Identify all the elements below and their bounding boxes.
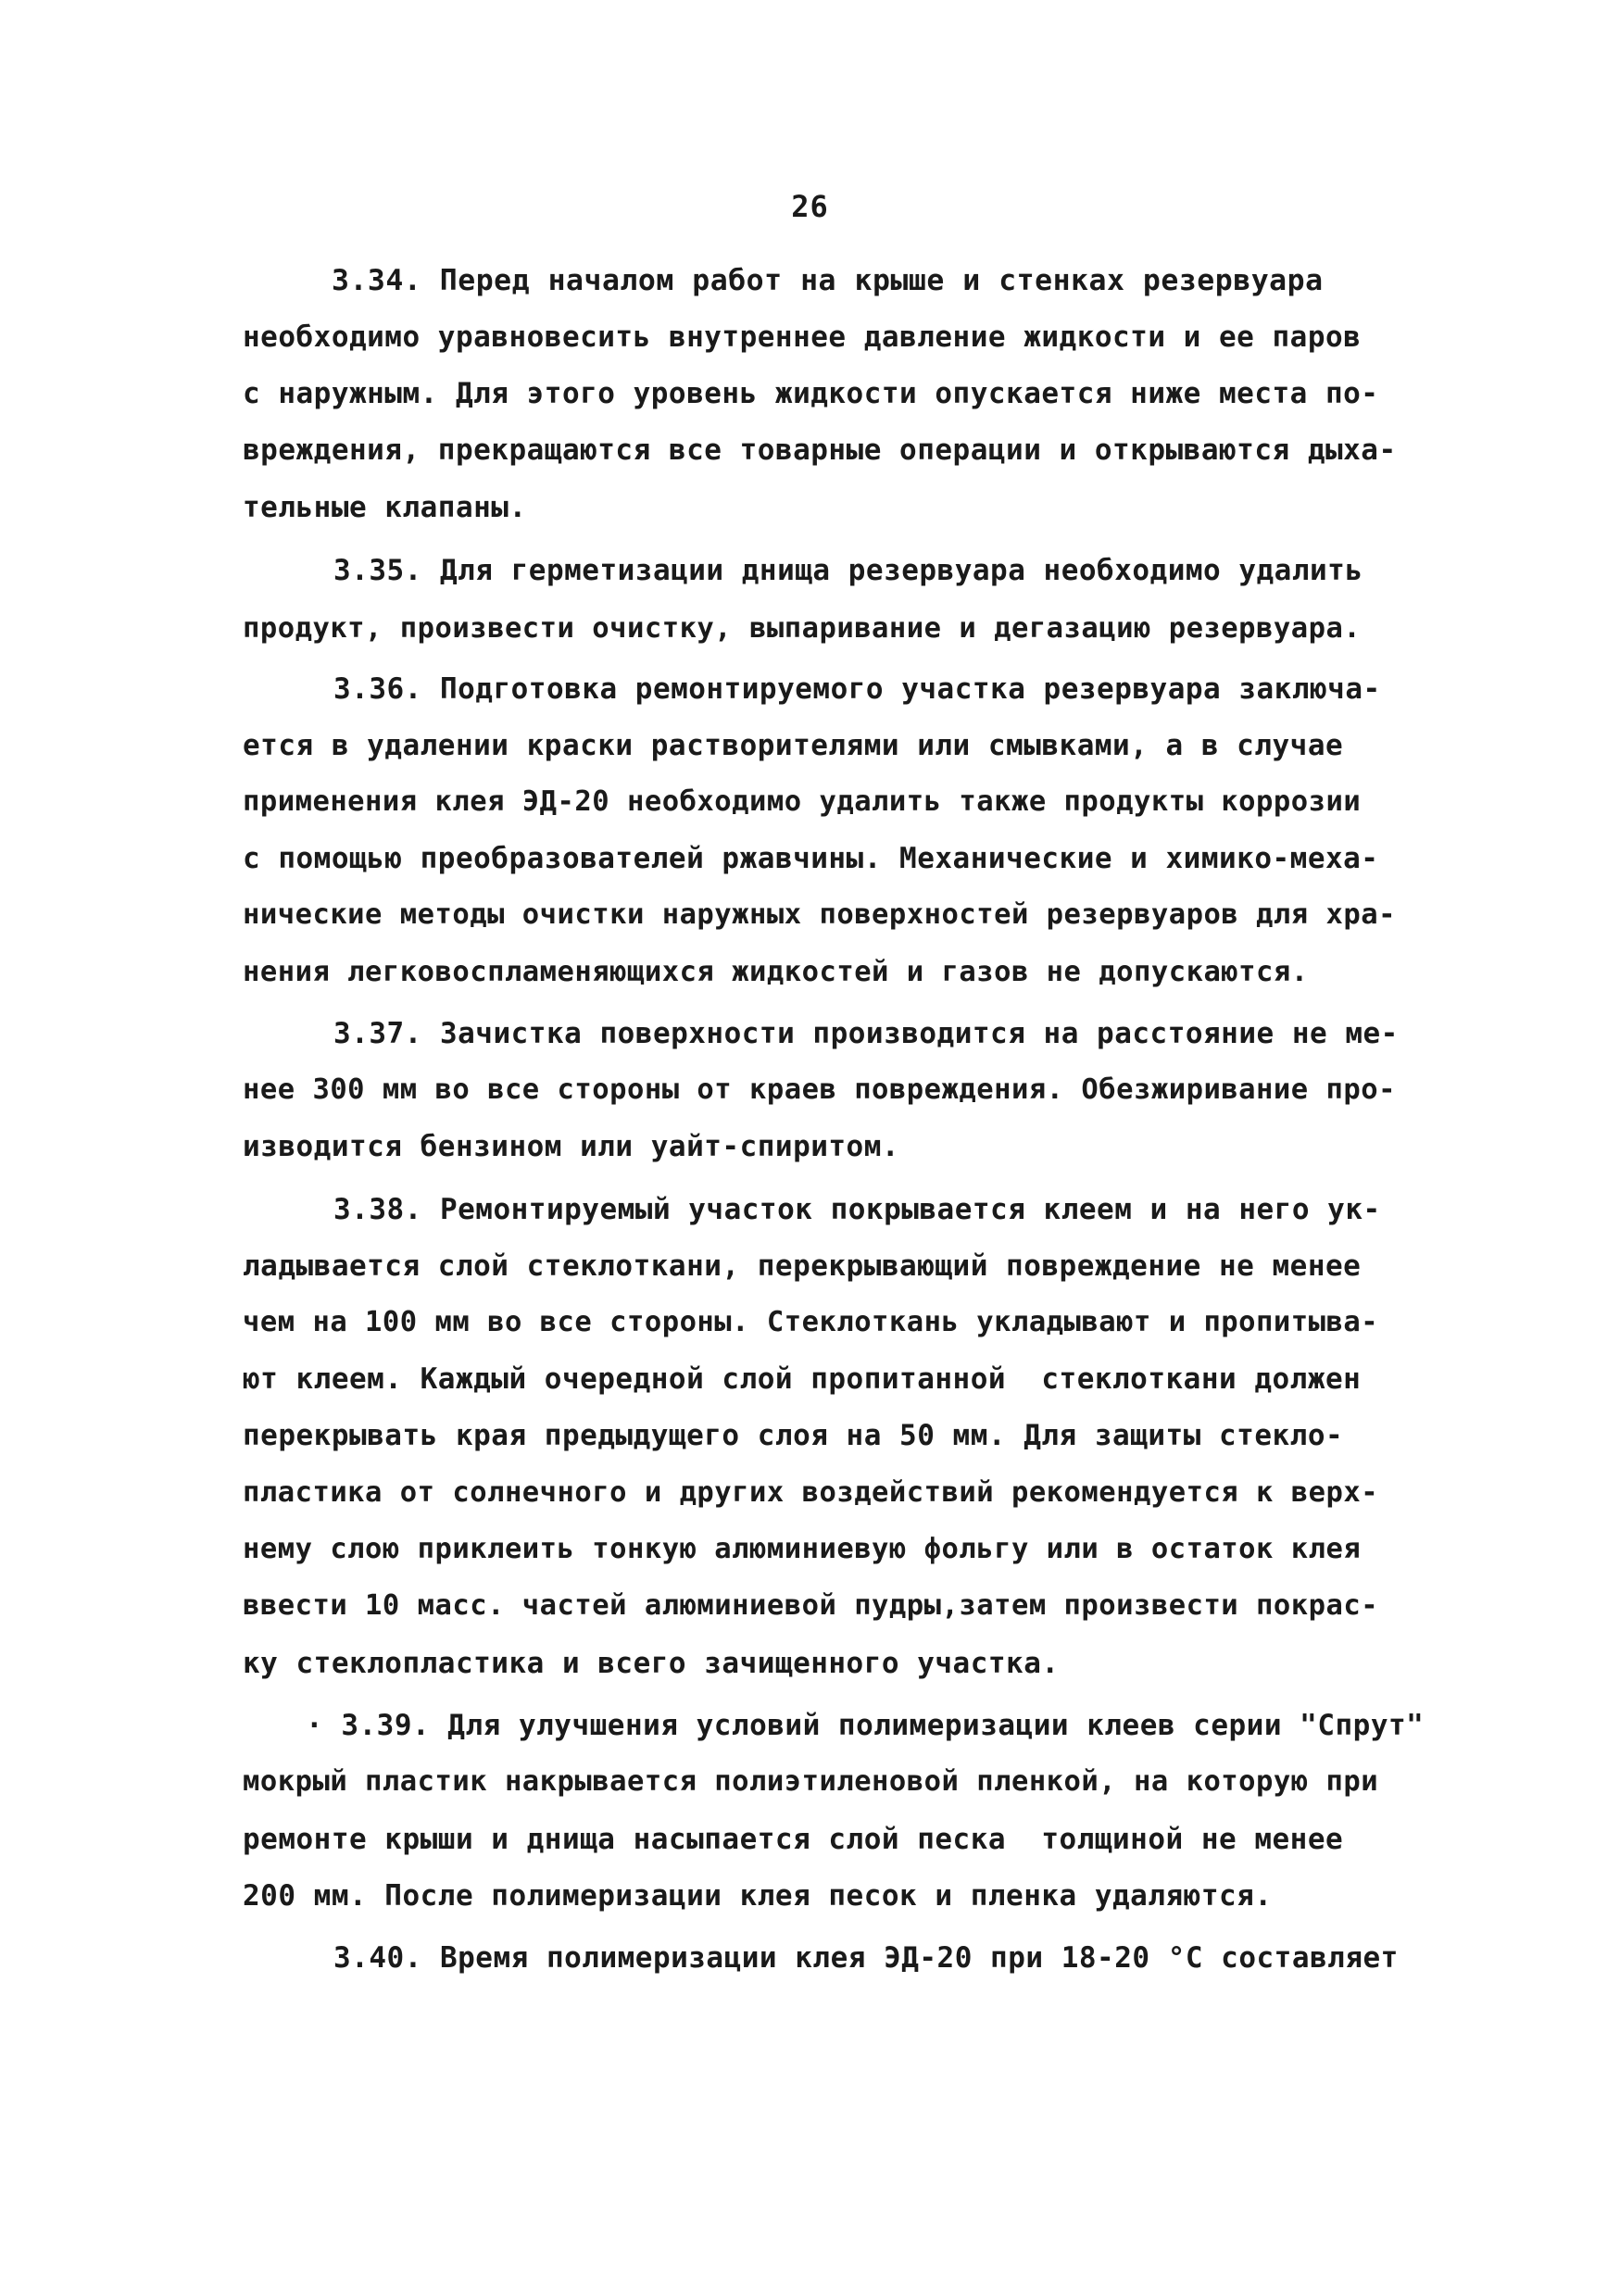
text-line: 200 мм. После полимеризации клея песок и пленка удаляются. bbox=[243, 1879, 1273, 1913]
text-line: применения клея ЭД-20 необходимо удалить также продукты коррозии bbox=[243, 785, 1362, 818]
text-line: нее 300 мм во все стороны от краев повреждения. Обезжиривание про- bbox=[243, 1073, 1396, 1106]
text-line: мокрый пластик накрывается полиэтиленовой пленкой, на которую при bbox=[243, 1765, 1379, 1798]
text-line: нему слою приклеить тонкую алюминиевую фольгу или в остаток клея bbox=[243, 1533, 1362, 1565]
text-line: изводится бензином или уайт-спиритом. bbox=[243, 1130, 900, 1163]
text-line: 3.37. Зачистка поверхности производится на расстояние не ме- bbox=[333, 1017, 1399, 1050]
text-line: ют клеем. Каждый очередной слой пропитанной стеклоткани должен bbox=[243, 1362, 1362, 1396]
text-line: 3.38. Ремонтируемый участок покрывается клеем и на него ук- bbox=[333, 1193, 1381, 1226]
text-line: нения легковоспламеняющихся жидкостей и газов не допускаются. bbox=[243, 956, 1309, 988]
text-line: ввести 10 масс. частей алюминиевой пудры,затем произвести покрас- bbox=[243, 1589, 1379, 1622]
text-line: 3.40. Время полимеризации клея ЭД-20 при 18-20 °С составляет bbox=[333, 1941, 1399, 1975]
text-line: 3.36. Подготовка ремонтируемого участка резервуара заключа- bbox=[333, 672, 1381, 706]
text-line: ется в удалении краски растворителями или смывками, а в случае bbox=[243, 729, 1344, 762]
text-line: необходимо уравновесить внутреннее давление жидкости и ее паров bbox=[243, 320, 1362, 354]
text-line: с наружным. Для этого уровень жидкости опускается ниже места по- bbox=[243, 377, 1379, 410]
text-line: перекрывать края предыдущего слоя на 50 мм. Для защиты стекло- bbox=[243, 1419, 1344, 1452]
text-line: ку стеклопластика и всего зачищенного участка. bbox=[243, 1647, 1060, 1680]
text-line: ладывается слой стеклоткани, перекрывающий повреждение не менее bbox=[243, 1249, 1362, 1283]
text-line: · 3.39. Для улучшения условий полимеризации клеев серии "Спрут" bbox=[306, 1709, 1425, 1742]
text-line: ремонте крыши и днища насыпается слой песка толщиной не менее bbox=[243, 1823, 1344, 1856]
page-number: 26 bbox=[791, 189, 829, 224]
text-line: с помощью преобразователей ржавчины. Механические и химико-меха- bbox=[243, 842, 1379, 875]
text-line: продукт, произвести очистку, выпаривание и дегазацию резервуара. bbox=[243, 612, 1362, 645]
text-line: тельные клапаны. bbox=[243, 491, 527, 524]
text-line: 3.35. Для герметизации днища резервуара необходимо удалить bbox=[333, 554, 1363, 587]
text-line: вреждения, прекращаются все товарные операции и открываются дыха- bbox=[243, 433, 1397, 467]
text-line: пластика от солнечного и других воздействий рекомендуется к верх- bbox=[243, 1476, 1379, 1509]
text-line: 3.34. Перед началом работ на крыше и стенках резервуара bbox=[332, 264, 1324, 297]
text-line: чем на 100 мм во все стороны. Стеклоткань укладывают и пропитыва- bbox=[243, 1306, 1379, 1338]
text-line: нические методы очистки наружных поверхностей резервуаров для хра- bbox=[243, 898, 1396, 931]
